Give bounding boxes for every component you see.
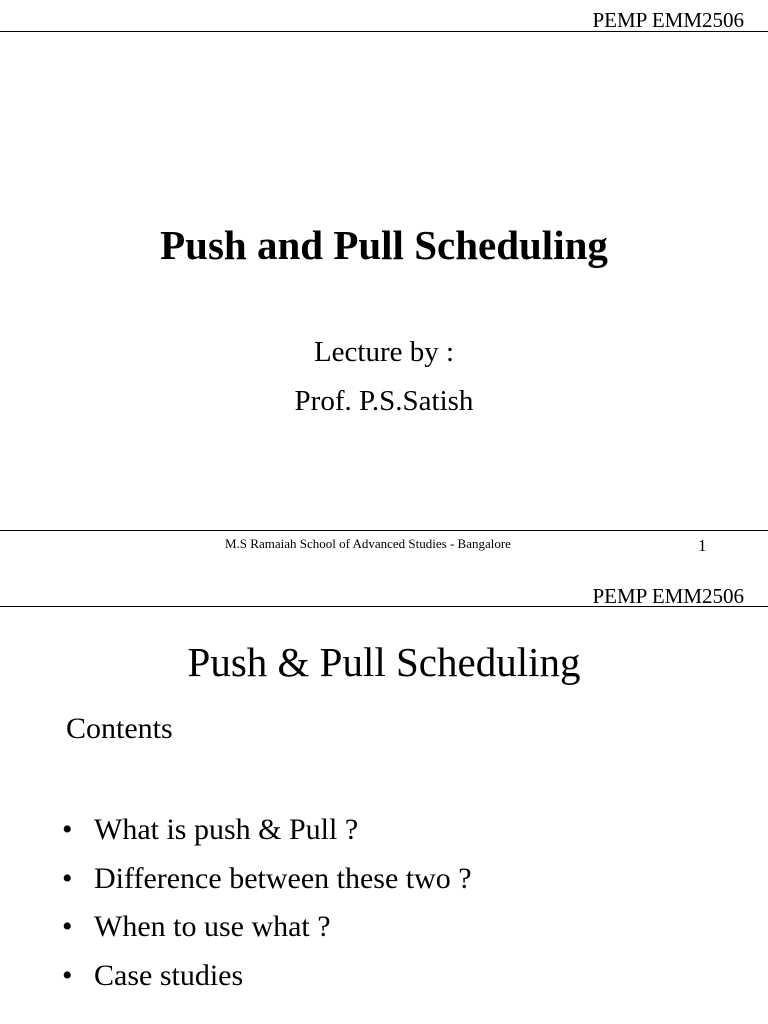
lecture-label: Lecture by : xyxy=(313,336,455,368)
page-number: 1 xyxy=(698,536,707,555)
list-item-text: What is push & Pull ? xyxy=(94,813,359,846)
list-item xyxy=(62,806,472,855)
course-code-header: PEMP EMM2506 xyxy=(592,8,744,32)
contents-list xyxy=(62,806,472,1000)
list-item xyxy=(62,903,472,952)
list-item-text: Difference between these two ? xyxy=(94,861,472,895)
bullet-icon: • xyxy=(62,813,73,846)
lecturer-name: Prof. P.S.Satish xyxy=(294,385,474,417)
list-item xyxy=(62,952,472,1001)
bullet-icon: • xyxy=(62,861,73,895)
bullet-icon: • xyxy=(62,910,73,943)
header-divider xyxy=(0,31,768,32)
header-divider xyxy=(0,606,768,607)
footer-institution: M.S Ramaiah School of Advanced Studies - Bangalore xyxy=(225,536,511,551)
list-item-text: Case studies xyxy=(94,958,244,992)
slide-title: Push and Pull Scheduling xyxy=(160,222,608,268)
slide-title: Push & Pull Scheduling xyxy=(187,639,581,685)
list-item xyxy=(62,855,472,904)
list-item-text: When to use what ? xyxy=(94,910,331,943)
contents-heading: Contents xyxy=(66,712,173,745)
bullet-icon: • xyxy=(62,958,73,992)
footer-divider xyxy=(0,530,768,531)
course-code-header: PEMP EMM2506 xyxy=(592,584,744,608)
